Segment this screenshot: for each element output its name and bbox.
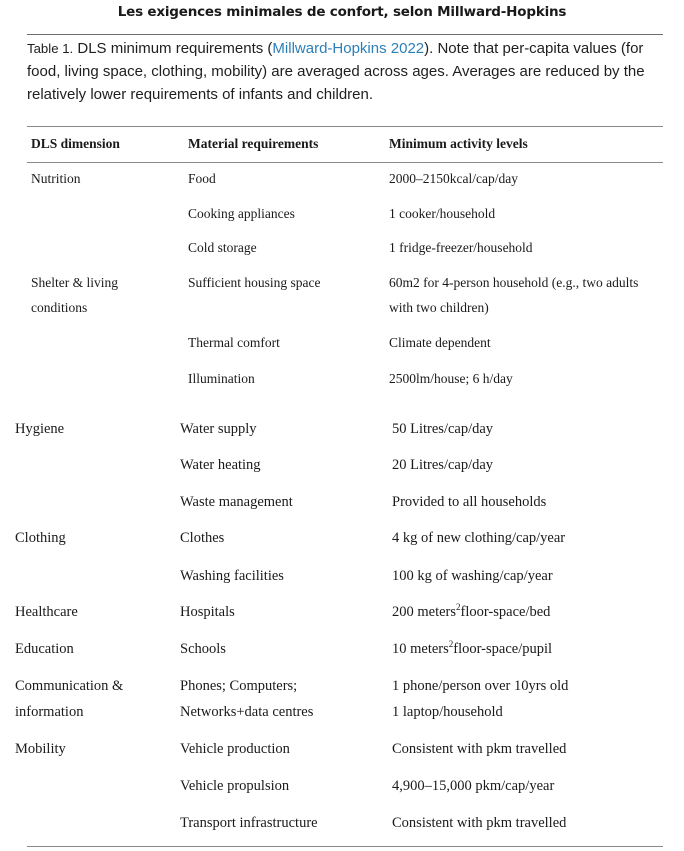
dimension-cell: Nutrition xyxy=(31,171,81,186)
level-cell: Provided to all households xyxy=(392,494,547,510)
caption-text-after: ). Note that per-capita values (for food, living space, clothing, mobility) are averaged across ages. Averages are reduced by the relatively lower requirements of infants and children. xyxy=(27,40,645,103)
caption-label: Table 1. xyxy=(27,41,74,56)
dimension-cell: Shelter & living conditions xyxy=(31,275,118,315)
requirement-cell: Sufficient housing space xyxy=(188,275,321,290)
requirement-cell: Food xyxy=(188,171,216,186)
level-cell: 100 kg of washing/cap/year xyxy=(392,568,553,584)
requirement-cell: Transport infrastructure xyxy=(180,815,318,831)
superscript: 2 xyxy=(456,602,461,612)
level-suffix: floor-space/pupil xyxy=(453,641,553,657)
level-cell: 50 Litres/cap/day xyxy=(392,421,494,437)
level-suffix: floor-space/bed xyxy=(460,604,551,620)
level-cell-line2: 1 laptop/household xyxy=(392,704,503,720)
page-title: Les exigences minimales de confort, selon Millward-Hopkins xyxy=(117,4,567,20)
level-cell: Consistent with pkm travelled xyxy=(392,741,567,757)
level-cell-line1: 1 phone/person over 10yrs old xyxy=(392,678,569,694)
caption-text-before: DLS minimum requirements ( xyxy=(73,40,273,57)
level-cell: 2000–2150kcal/cap/day xyxy=(389,171,518,186)
dimension-cell: Mobility xyxy=(15,741,66,757)
level-cell: Consistent with pkm travelled xyxy=(392,815,567,831)
requirement-cell: Vehicle propulsion xyxy=(180,778,290,794)
requirement-cell: Thermal comfort xyxy=(188,335,280,350)
dimension-cell: Clothing xyxy=(15,530,66,546)
level-prefix: 200 meters xyxy=(392,604,457,620)
level-cell: Climate dependent xyxy=(389,335,491,350)
dimension-cell: Hygiene xyxy=(15,421,65,437)
header-bottom-rule xyxy=(27,162,663,163)
bottom-rule xyxy=(27,846,663,847)
level-cell: 2500lm/house; 6 h/day xyxy=(389,371,513,386)
level-cell: 4 kg of new clothing/cap/year xyxy=(392,530,566,546)
requirement-cell: Water supply xyxy=(180,421,257,437)
level-prefix: 10 meters xyxy=(392,641,449,657)
requirement-cell: Washing facilities xyxy=(180,568,284,584)
requirement-cell: Water heating xyxy=(180,457,261,473)
requirement-cell: Illumination xyxy=(188,371,255,386)
dimension-cell: Healthcare xyxy=(15,604,78,620)
requirement-cell: Hospitals xyxy=(180,604,235,620)
requirement-cell: Vehicle production xyxy=(180,741,290,757)
requirement-cell: Schools xyxy=(180,641,226,657)
dimension-cell-line2: information xyxy=(15,704,84,720)
level-cell: 20 Litres/cap/day xyxy=(392,457,494,473)
citation-link[interactable]: Millward-Hopkins 2022 xyxy=(272,40,425,57)
requirement-cell: Waste management xyxy=(180,494,293,510)
header-top-rule xyxy=(27,126,663,127)
level-cell: 1 cooker/household xyxy=(389,206,496,221)
level-cell xyxy=(392,641,552,658)
level-cell xyxy=(392,604,550,621)
top-rule xyxy=(27,34,663,35)
level-cell: 1 fridge-freezer/household xyxy=(389,240,533,255)
header-minimum-activity-levels: Minimum activity levels xyxy=(389,136,528,151)
superscript: 2 xyxy=(448,639,454,649)
header-dls-dimension: DLS dimension xyxy=(31,136,120,151)
requirement-cell: Cooking appliances xyxy=(188,206,295,221)
dimension-cell: Education xyxy=(15,641,74,657)
requirement-cell: Clothes xyxy=(180,530,225,546)
level-cell: 4,900–15,000 pkm/cap/year xyxy=(392,778,555,794)
table-caption xyxy=(27,37,663,106)
dimension-cell-line1: Communication & xyxy=(15,678,124,694)
level-cell: 60m2 for 4-person household (e.g., two adults with two children) xyxy=(389,275,639,315)
requirement-cell: Cold storage xyxy=(188,240,257,255)
requirement-cell-line2: Networks+data centres xyxy=(180,704,314,720)
header-material-requirements: Material requirements xyxy=(188,136,319,151)
requirement-cell-line1: Phones; Computers; xyxy=(180,678,298,694)
